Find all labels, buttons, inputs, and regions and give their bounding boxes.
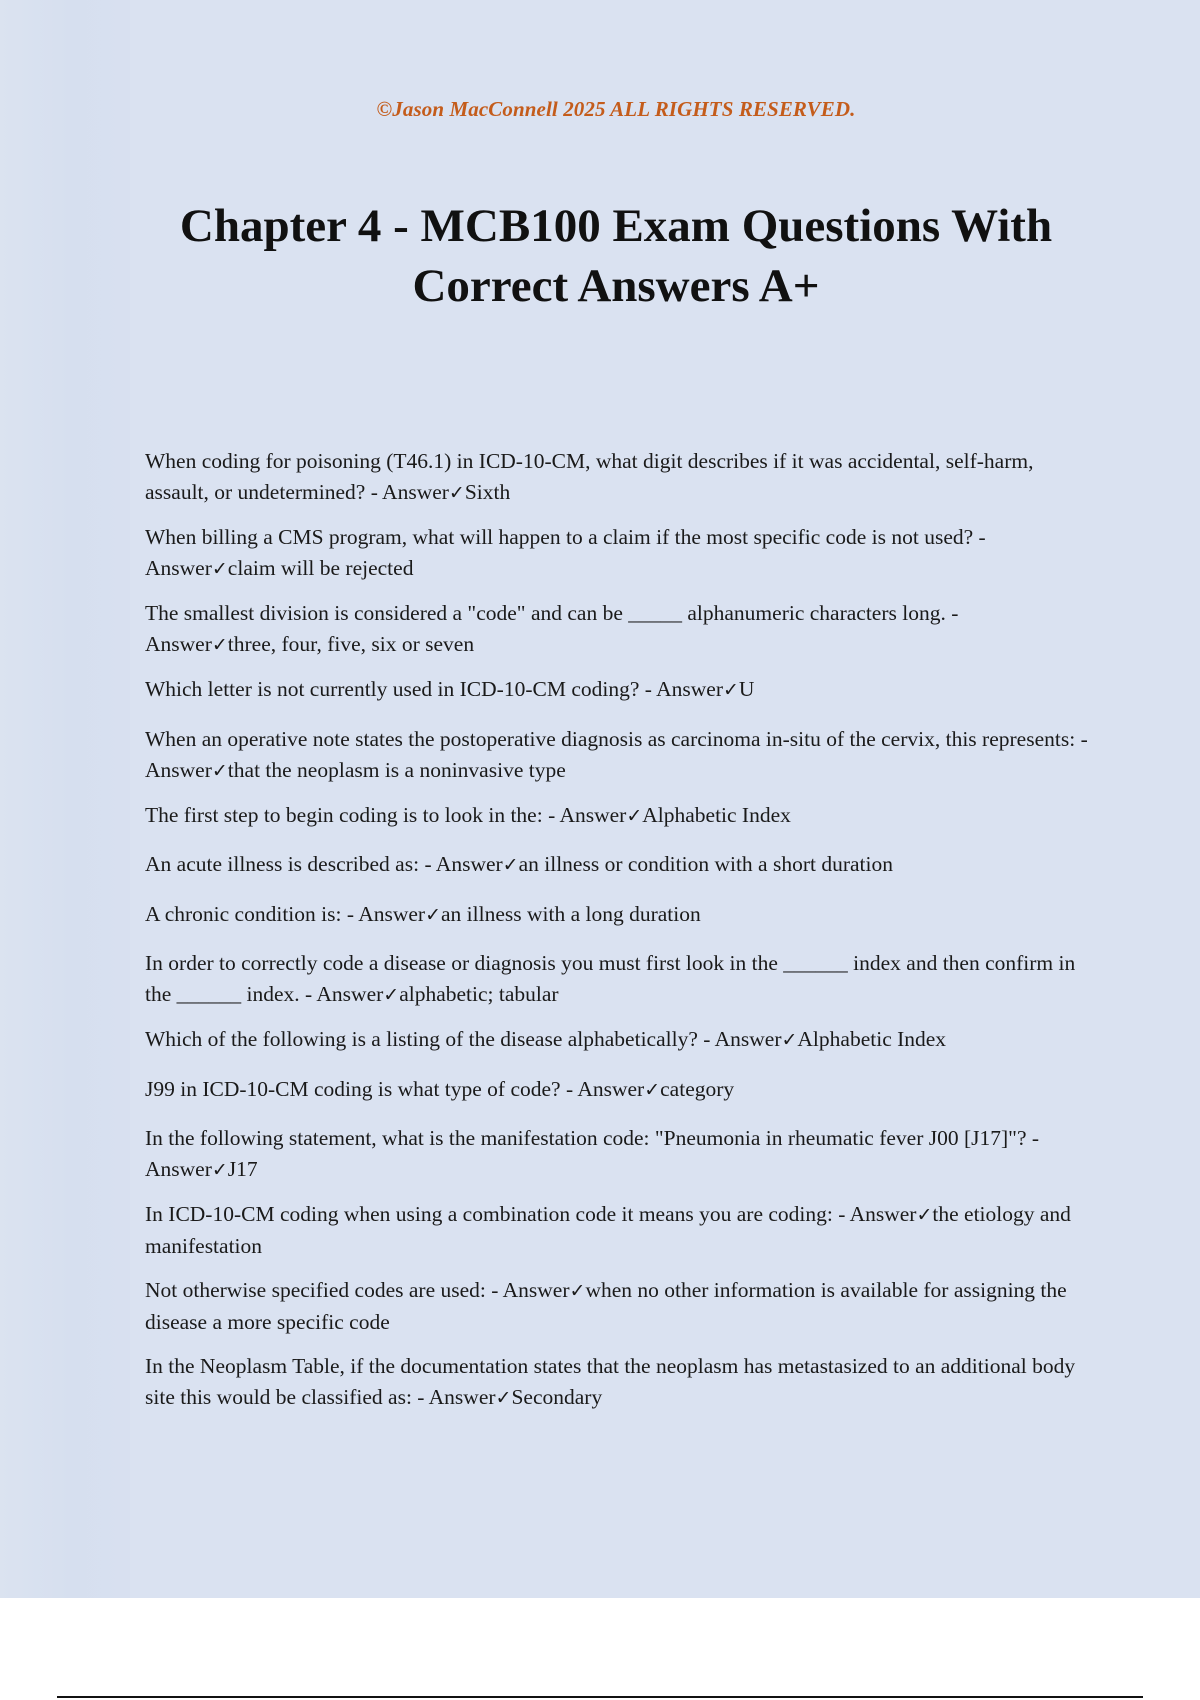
answer-text: Sixth: [464, 480, 511, 504]
answer-label: Answer: [316, 982, 384, 1006]
footer-divider: [57, 1696, 1143, 1698]
document-title: Chapter 4 - MCB100 Exam Questions With Correct Answers A+: [179, 200, 1053, 312]
checkmark-icon: ✓: [211, 558, 228, 580]
answer-text: the etiology and manifestation: [145, 1202, 1071, 1258]
checkmark-icon: ✓: [569, 1280, 586, 1302]
answer-text: J17: [227, 1157, 258, 1181]
answer-text: Alphabetic Index: [797, 1027, 947, 1051]
answer-text: when no other information is available for assigning the disease a more specific code: [145, 1278, 1067, 1334]
checkmark-icon: ✓: [211, 634, 228, 656]
answer-text: alphabetic; tabular: [399, 982, 559, 1006]
answer-separator: -: [945, 601, 959, 625]
answer-label: Answer: [577, 1076, 645, 1101]
checkmark-icon: ✓: [916, 1204, 933, 1226]
answer-text: claim will be rejected: [227, 556, 414, 580]
question-text: When billing a CMS program, what will happen to a claim if the most specific code is not used?: [145, 525, 974, 549]
answer-label: Answer: [656, 677, 723, 701]
checkmark-icon: ✓: [425, 903, 441, 926]
answer-separator: -: [697, 1027, 715, 1051]
qa-item: [145, 1351, 1090, 1414]
answer-text: Secondary: [511, 1385, 603, 1409]
answer-separator: -: [411, 1385, 429, 1409]
answer-text: an illness with a long duration: [441, 901, 701, 926]
qa-item: [145, 446, 1090, 509]
qa-item: [145, 1275, 1090, 1338]
question-text: Which of the following is a listing of the disease alphabetically?: [145, 1027, 698, 1051]
question-text: When coding for poisoning (T46.1) in ICD-10-CM, what digit describes if it was accidental, self-harm, assault, or undetermined?: [145, 449, 1034, 504]
answer-separator: -: [639, 677, 657, 701]
question-text: The first step to begin coding is to look in the:: [145, 802, 543, 827]
answer-label: Answer: [145, 1157, 212, 1181]
answer-label: Answer: [145, 632, 212, 656]
qa-item: [145, 598, 1090, 661]
checkmark-icon: ✓: [626, 804, 643, 827]
answer-separator: -: [1075, 726, 1088, 751]
qa-item: [145, 1074, 1090, 1106]
question-text: Not otherwise specified codes are used:: [145, 1278, 486, 1302]
answer-separator: -: [832, 1202, 850, 1226]
qa-item: [145, 849, 1090, 881]
answer-text: U: [738, 677, 755, 701]
answer-separator: -: [485, 1278, 503, 1302]
question-text: J99 in ICD-10-CM coding is what type of code?: [145, 1076, 561, 1101]
checkmark-icon: ✓: [495, 1387, 512, 1409]
question-answer-list: [145, 446, 1090, 1427]
answer-label: Answer: [145, 757, 212, 782]
question-text: In order to correctly code a disease or diagnosis you must first look in the ______ index and then confirm in the ______ index.: [145, 951, 1076, 1006]
answer-separator: -: [299, 982, 317, 1006]
qa-item: [145, 522, 1090, 585]
checkmark-icon: ✓: [211, 1159, 228, 1181]
qa-item: [145, 674, 1090, 706]
question-text: In ICD-10-CM coding when using a combination code it means you are coding:: [145, 1202, 833, 1226]
answer-label: Answer: [559, 802, 627, 827]
answer-text: that the neoplasm is a noninvasive type: [227, 757, 566, 782]
checkmark-icon: ✓: [644, 1078, 661, 1101]
checkmark-icon: ✓: [781, 1029, 798, 1051]
answer-label: Answer: [428, 1385, 496, 1409]
qa-item: [145, 724, 1090, 787]
question-text: In the Neoplasm Table, if the documentation states that the neoplasm has metastasized to an additional body site this would be classified as:: [145, 1354, 1076, 1409]
answer-label: Answer: [382, 480, 449, 504]
copyright-notice: ©Jason MacConnell 2025 ALL RIGHTS RESERVED.: [376, 97, 856, 121]
checkmark-icon: ✓: [502, 854, 519, 876]
qa-item: [145, 1123, 1090, 1186]
answer-text: three, four, five, six or seven: [227, 632, 475, 656]
qa-item: [145, 899, 1090, 931]
qa-item: [145, 1024, 1090, 1056]
qa-item: [145, 800, 1090, 832]
answer-separator: -: [1026, 1126, 1040, 1150]
answer-label: Answer: [714, 1027, 782, 1051]
question-text: Which letter is not currently used in ICD-10-CM coding?: [145, 677, 640, 701]
checkmark-icon: ✓: [723, 679, 739, 701]
answer-text: an illness or condition with a short duration: [518, 852, 893, 876]
question-text: In the following statement, what is the manifestation code: "Pneumonia in rheumatic fever J00 [J17]"?: [145, 1126, 1027, 1150]
answer-separator: -: [560, 1076, 578, 1101]
answer-separator: -: [419, 852, 436, 876]
question-text: When an operative note states the postoperative diagnosis as carcinoma in-situ of the cervix, this represents:: [145, 726, 1076, 751]
checkmark-icon: ✓: [383, 984, 400, 1006]
question-text: The smallest division is considered a "code" and can be _____ alphanumeric characters long.: [145, 601, 946, 625]
answer-label: Answer: [502, 1278, 570, 1302]
answer-separator: -: [973, 525, 986, 549]
answer-label: Answer: [145, 556, 212, 580]
answer-separator: -: [542, 802, 560, 827]
checkmark-icon: ✓: [448, 482, 465, 504]
answer-separator: -: [341, 901, 359, 926]
answer-label: Answer: [435, 852, 503, 876]
answer-text: Alphabetic Index: [642, 802, 791, 827]
question-text: A chronic condition is:: [145, 901, 342, 926]
answer-separator: -: [365, 480, 383, 504]
checkmark-icon: ✓: [211, 759, 228, 782]
answer-text: category: [660, 1076, 735, 1101]
answer-label: Answer: [358, 901, 426, 926]
answer-label: Answer: [849, 1202, 917, 1226]
question-text: An acute illness is described as:: [145, 852, 420, 876]
qa-item: [145, 948, 1090, 1011]
qa-item: [145, 1199, 1090, 1262]
